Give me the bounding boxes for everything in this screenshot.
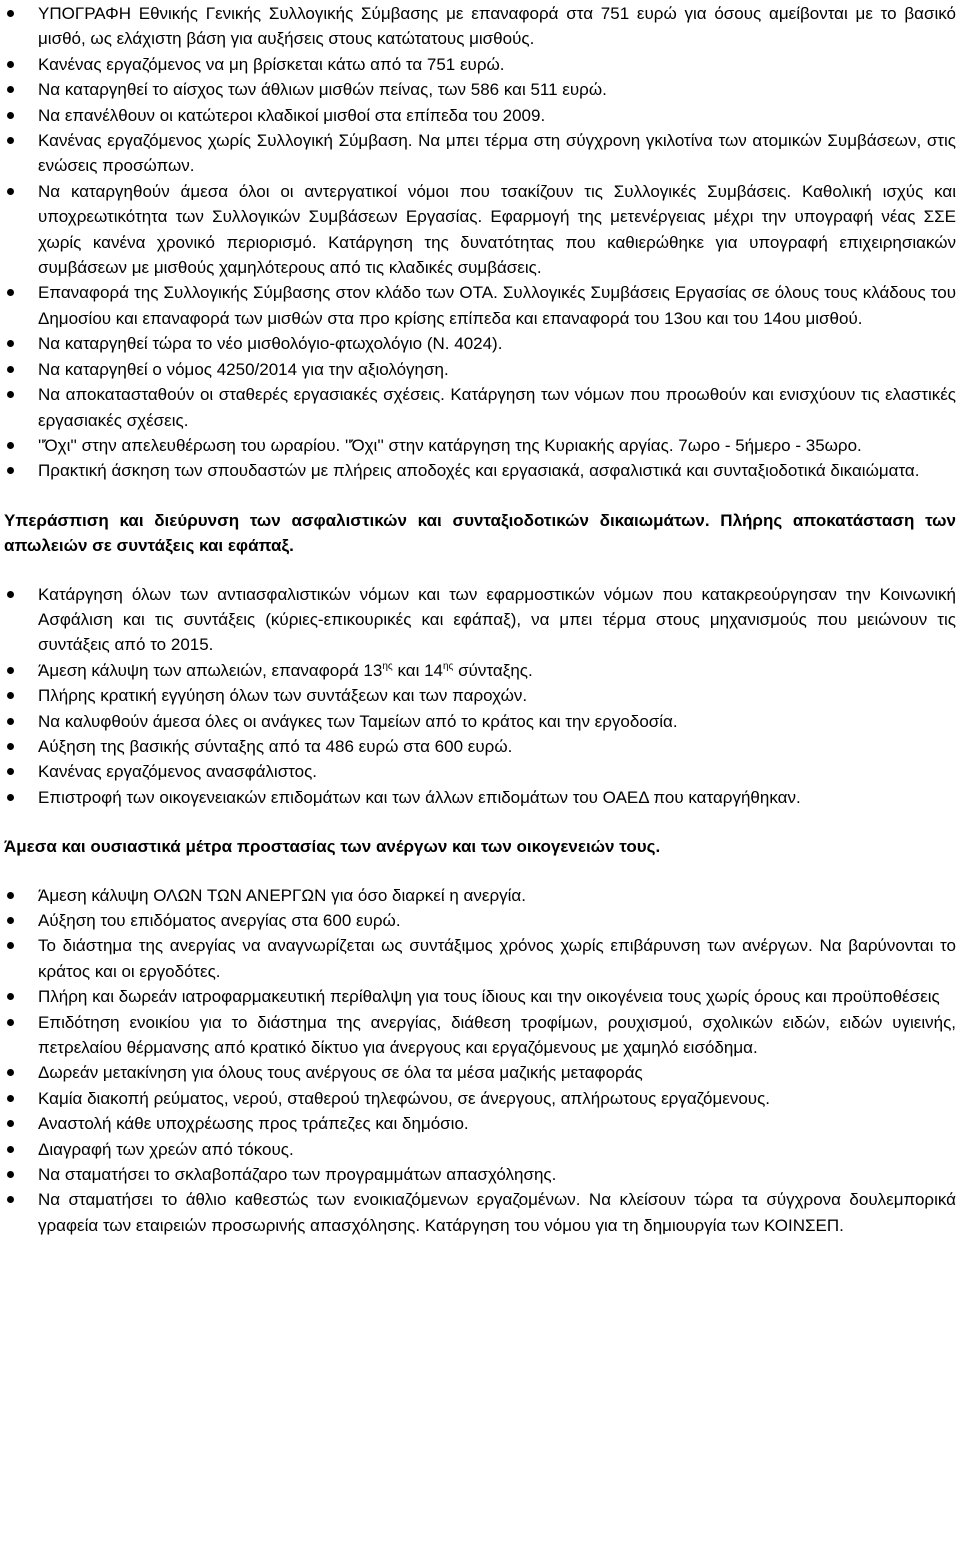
bullet-icon (7, 794, 14, 801)
list-item (0, 52, 956, 77)
bullet-icon (7, 366, 14, 373)
list-item-text: Να σταματήσει το σκλαβοπάζαρο των προγραμμάτων απασχόλησης. (38, 1165, 557, 1185)
bullet-icon (7, 1069, 14, 1076)
list-item-text: Πλήρη και δωρεάν ιατροφαρμακευτική περίθαλψη για τους ίδιους και την οικογένεια τους χωρίς όρους και προϋποθέσεις (38, 987, 940, 1007)
bullet-icon (7, 1196, 14, 1203)
list-item-text: Να επανέλθουν οι κατώτεροι κλαδικοί μισθοί στα επίπεδα του 2009. (38, 105, 546, 125)
list-item-text: Άμεση κάλυψη ΟΛΩΝ ΤΩΝ ΑΝΕΡΓΩΝ για όσο διαρκεί η ανεργία. (38, 885, 526, 905)
list-item (0, 1060, 956, 1085)
list-item (0, 785, 956, 810)
list-item (0, 883, 956, 908)
list-item-text: Να καταργηθούν άμεσα όλοι οι αντεργατικοί νόμοι που τσακίζουν τις Συλλογικές Συμβάσεις. Καθολική ισχύς και υποχρεωτικότητα των Συλλογικών Συμβάσεων Εργασίας. Εφαρμογή της μετενέργειας μέχρι την υπογραφή νέας ΣΣΕ χωρίς κανένα χρονικό περιορισμό. Κατάργηση της δυνατότητας που καθιερώθηκε για υπογραφή επιχειρησιακών συμβάσεων με μισθούς χαμηλότερους από τις κλαδικές συμβάσεις. (38, 181, 956, 278)
list-item (0, 933, 956, 984)
list-item (0, 734, 956, 759)
bullet-icon (7, 1120, 14, 1127)
bullet-icon (7, 993, 14, 1000)
list-item (0, 103, 956, 128)
list-item (0, 357, 956, 382)
list-item (0, 179, 956, 281)
list-item-text: Επιστροφή των οικογενειακών επιδομάτων και των άλλων επιδομάτων του ΟΑΕΔ που καταργήθηκαν. (38, 787, 801, 807)
bullet-icon (7, 1019, 14, 1026)
list-item-text: Κατάργηση όλων των αντιασφαλιστικών νόμων και των εφαρμοστικών νόμων που κατακρεούργησαν την Κοινωνική Ασφάλιση και τις συντάξεις (κύριες-επικουρικές και εφάπαξ), να μπει τέρμα στους μηχανισμούς που μειώνουν τις συντάξεις από το 2015. (38, 584, 956, 655)
list-item (0, 908, 956, 933)
list-item-text: Το διάστημα της ανεργίας να αναγνωρίζεται ως συντάξιμος χρόνος χωρίς επιβάρυνση των ανέργων. Να βαρύνονται το κράτος και οι εργοδότες. (38, 936, 956, 981)
list-item (0, 1086, 956, 1111)
bullet-icon (7, 667, 14, 674)
bullet-icon (7, 1095, 14, 1102)
bullet-icon (7, 917, 14, 924)
bullet-icon (7, 289, 14, 296)
bullet-icon (7, 718, 14, 725)
list-item-text: Κανένας εργαζόμενος να μη βρίσκεται κάτω από τα 751 ευρώ. (38, 54, 505, 74)
bullet-icon (7, 340, 14, 347)
pension-demands-list (0, 582, 956, 811)
list-item-text: Κανένας εργαζόμενος χωρίς Συλλογική Σύμβαση. Να μπει τέρμα στη σύγχρονη γκιλοτίνα των ατομικών Συμβάσεων, στις ενώσεις προσώπων. (38, 131, 956, 176)
bullet-icon (7, 112, 14, 119)
list-item (0, 1111, 956, 1136)
list-item-text: Αναστολή κάθε υποχρέωσης προς τράπεζες και δημόσιο. (38, 1114, 469, 1134)
list-item-text: Πρακτική άσκηση των σπουδαστών με πλήρεις αποδοχές και εργασιακά, ασφαλιστικά και συνταξιοδοτικά δικαιώματα. (38, 461, 920, 481)
section-heading-pensions: Υπεράσπιση και διεύρυνση των ασφαλιστικών και συνταξιοδοτικών δικαιωμάτων. Πλήρης αποκατάσταση των απωλειών σε συντάξεις και εφάπαξ. (4, 510, 956, 556)
list-item-text: Να καλυφθούν άμεσα όλες οι ανάγκες των Ταμείων από το κράτος και την εργοδοσία. (38, 711, 678, 731)
bullet-icon (7, 137, 14, 144)
list-item (0, 280, 956, 331)
list-item (0, 382, 956, 433)
list-item (0, 77, 956, 102)
list-item-text: Να καταργηθεί ο νόμος 4250/2014 για την αξιολόγηση. (38, 359, 449, 379)
list-item-text: Πλήρης κρατική εγγύηση όλων των συντάξεων και των παροχών. (38, 686, 528, 706)
bullet-icon (7, 743, 14, 750)
list-item (0, 1, 956, 52)
list-item (0, 458, 956, 483)
list-item-text: Διαγραφή των χρεών από τόκους. (38, 1139, 294, 1159)
list-item (0, 331, 956, 356)
list-item-text: Να αποκατασταθούν οι σταθερές εργασιακές σχέσεις. Κατάργηση των νόμων που προωθούν και ενισχύουν τις ελαστικές εργασιακές σχέσεις. (38, 385, 956, 430)
text-part: Άμεση κάλυψη των απωλειών, επαναφορά 13 (38, 660, 383, 680)
list-item-text: Αύξηση της βασικής σύνταξης από τα 486 ευρώ στα 600 ευρώ. (38, 736, 513, 756)
list-item-text: Κανένας εργαζόμενος ανασφάλιστος. (38, 762, 318, 782)
list-item (0, 709, 956, 734)
bullet-icon (7, 391, 14, 398)
superscript: ης (443, 660, 454, 672)
bullet-icon (7, 61, 14, 68)
list-item-text: Δωρεάν μετακίνηση για όλους τους ανέργους σε όλα τα μέσα μαζικής μεταφοράς (38, 1063, 643, 1083)
list-item-text: ΥΠΟΓΡΑΦΗ Εθνικής Γενικής Συλλογικής Σύμβασης με επαναφορά στα 751 ευρώ για όσους αμείβονται με το βασικό μισθό, ως ελάχιστη βάση για αυξήσεις στους κατώτατους μισθούς. (38, 4, 956, 49)
list-item-text: Καμία διακοπή ρεύματος, νερού, σταθερού τηλεφώνου, σε άνεργους, απλήρωτους εργαζόμενους. (38, 1088, 771, 1108)
bullet-icon (7, 442, 14, 449)
list-item-text: ''Όχι'' στην απελευθέρωση του ωραρίου. ''Όχι'' στην κατάργηση της Κυριακής αργίας. 7ωρο - 5ήμερο - 35ωρο. (38, 435, 862, 455)
list-item (0, 984, 956, 1009)
list-item (0, 658, 956, 683)
list-item (0, 582, 956, 658)
section-heading-unemployed: Άμεσα και ουσιαστικά μέτρα προστασίας των ανέργων και των οικογενειών τους. (4, 837, 661, 857)
text-part: σύνταξης. (453, 660, 533, 680)
bullet-icon (7, 188, 14, 195)
list-item-text: Αύξηση του επιδόματος ανεργίας στα 600 ευρώ. (38, 911, 401, 930)
unemployment-demands-list (0, 883, 956, 1239)
bullet-icon (7, 467, 14, 474)
list-item-text (38, 661, 533, 680)
list-item (0, 1162, 956, 1187)
bullet-icon (7, 892, 14, 899)
list-item (0, 683, 956, 708)
bullet-icon (7, 1171, 14, 1178)
superscript: ης (382, 660, 393, 672)
list-item-text: Επαναφορά της Συλλογικής Σύμβασης στον κλάδο των ΟΤΑ. Συλλογικές Συμβάσεις Εργασίας σε όλους τους κλάδους του Δημοσίου και επαναφορά των μισθών στα προ κρίσης επίπεδα και επαναφορά του 13ου και του 14ου μισθού. (38, 283, 956, 328)
list-item (0, 433, 956, 458)
bullet-icon (7, 692, 14, 699)
bullet-icon (7, 768, 14, 775)
list-item-text: Να καταργηθεί το αίσχος των άθλιων μισθών πείνας, των 586 και 511 ευρώ. (38, 80, 607, 100)
list-item (0, 128, 956, 179)
list-item-text: Επιδότηση ενοικίου για το διάστημα της ανεργίας, διάθεση τροφίμων, ρουχισμού, σχολικών ειδών, ειδών υγιεινής, πετρελαίου θέρμανσης από κρατικό δίκτυο για άνεργους και εργαζόμενους με χαμηλό εισόδημα. (38, 1012, 956, 1058)
bullet-icon (7, 1146, 14, 1153)
list-item (0, 759, 956, 784)
list-item (0, 1010, 956, 1061)
list-item (0, 1137, 956, 1162)
bullet-icon (7, 10, 14, 17)
list-item-text: Να καταργηθεί τώρα το νέο μισθολόγιο-φτωχολόγιο (Ν. 4024). (38, 334, 503, 354)
bullet-icon (7, 942, 14, 949)
text-part: και 14 (392, 660, 443, 680)
wage-demands-list (0, 0, 956, 484)
list-item (0, 1187, 956, 1238)
list-item-text: Να σταματήσει το άθλιο καθεστώς των ενοικιαζόμενων εργαζομένων. Να κλείσουν τώρα τα σύγχρονα δουλεμπορικά γραφεία των εταιρειών προσωρινής απασχόλησης. Κατάργηση του νόμου για τη δημιουργία των ΚΟΙΝΣΕΠ. (38, 1190, 956, 1235)
bullet-icon (7, 86, 14, 93)
bullet-icon (7, 591, 14, 598)
